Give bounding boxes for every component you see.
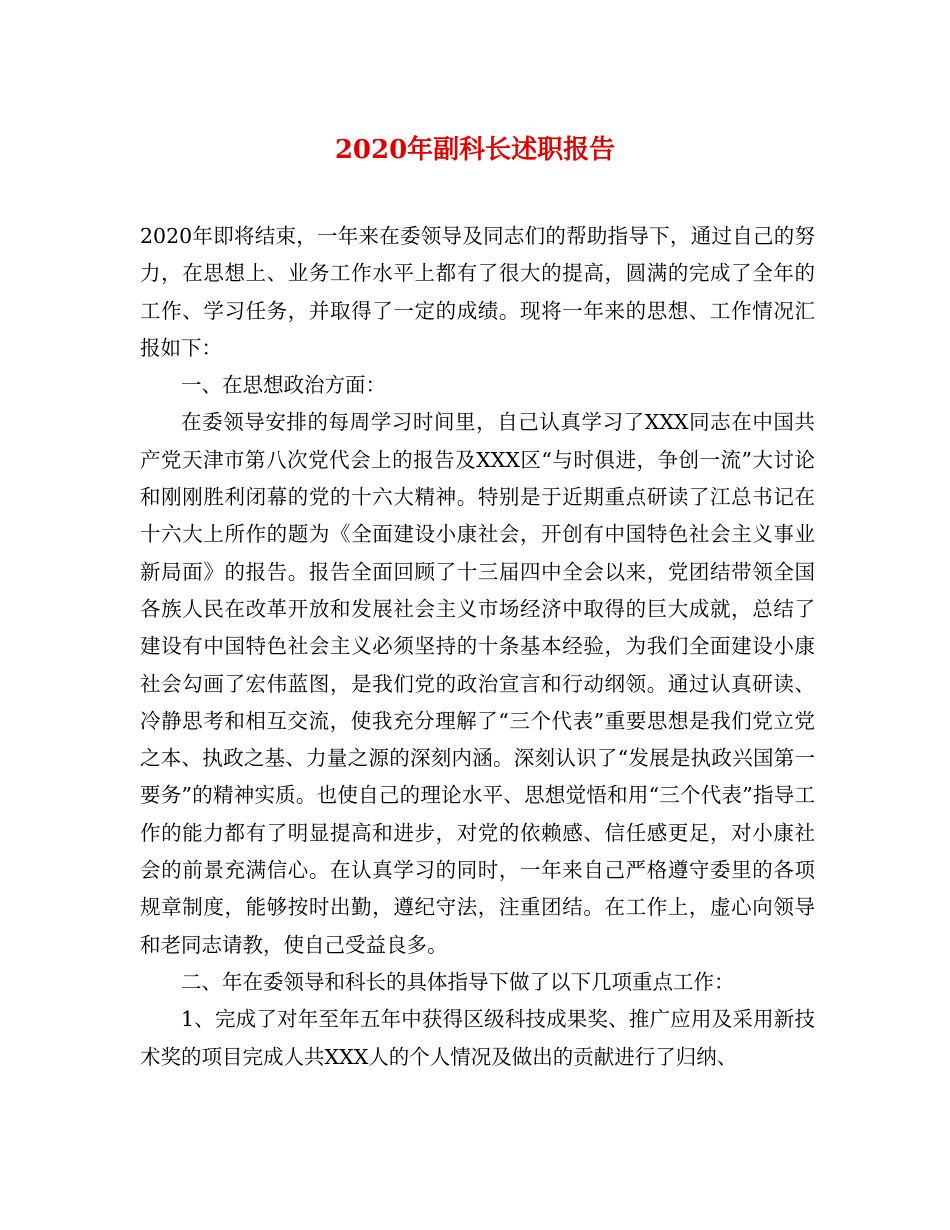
paragraph-work-item-1: 1、完成了对年至年五年中获得区级科技成果奖、推广应用及采用新技术奖的项目完成人共XXX人的个人情况及做出的贡献进行了归纳、: [140, 1007, 815, 1069]
paragraph-intro: 2020年即将结束，一年来在委领导及同志们的帮助指导下，通过自己的努力，在思想上、业务工作水平上都有了很大的提高，圆满的完成了全年的工作、学习任务，并取得了一定的成绩。现将一年来的思想、工作情况汇报如下：: [140, 224, 815, 360]
section-heading-1: 一、在思想政治方面：: [181, 373, 386, 398]
section-heading-2: 二、年在委领导和科长的具体指导下做了以下几项重点工作：: [181, 969, 735, 994]
document-title: 2020年副科长述职报告: [334, 135, 616, 165]
paragraph-political-study: 在委领导安排的每周学习时间里，自己认真学习了XXX同志在中国共产党天津市第八次党代会上的报告及XXX区“与时俱进，争创一流”大讨论和刚刚胜利闭幕的党的十六大精神。特别是于近期重点研读了江总书记在十六大上所作的题为《全面建设小康社会，开创有中国特色社会主义事业新局面》的报告。报告全面回顾了十三届四中全会以来，党团结带领全国各族人民在改革开放和发展社会主义市场经济中取得的巨大成就，总结了建设有中国特色社会主义必须坚持的十条基本经验，为我们全面建设小康社会勾画了宏伟蓝图，是我们党的政治宣言和行动纲领。通过认真研读、冷静思考和相互交流，使我充分理解了“三个代表”重要思想是我们党立党之本、执政之基、力量之源的深刻内涵。深刻认识了“发展是执政兴国第一要务”的精神实质。也使自己的理论水平、思想觉悟和用“三个代表”指导工作的能力都有了明显提高和进步，对党的依赖感、信任感更足，对小康社会的前景充满信心。在认真学习的同时，一年来自己严格遵守委里的各项规章制度，能够按时出勤，遵纪守法，注重团结。在工作上，虚心向领导和老同志请教，使自己受益良多。: [140, 410, 815, 957]
document-body: [140, 218, 815, 1076]
